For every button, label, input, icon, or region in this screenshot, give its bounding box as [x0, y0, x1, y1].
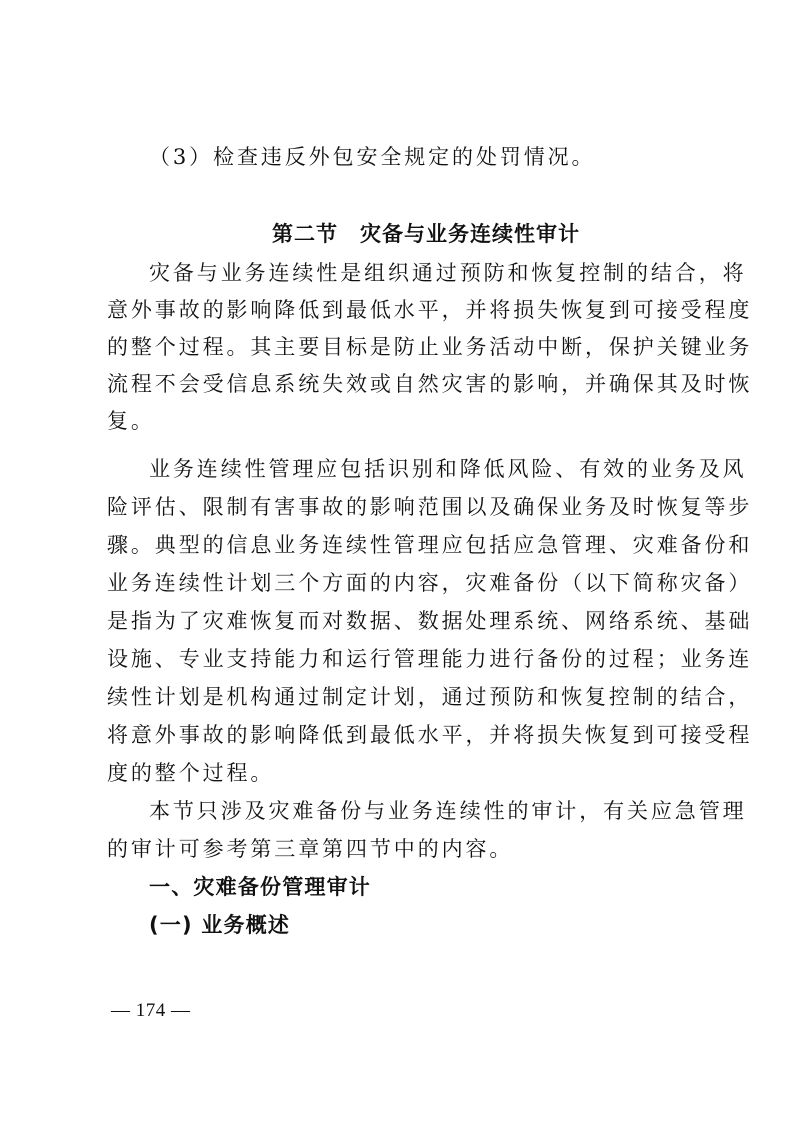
paragraph-line: 的整个过程。其主要目标是防止业务活动中断，保护关键业务 [107, 335, 753, 359]
paragraph-line: 的审计可参考第三章第四节中的内容。 [107, 837, 514, 861]
heading-level-2: (一) 业务概述 [149, 913, 291, 937]
paragraph-line: 业务连续性管理应包括识别和降低风险、有效的业务及风 [149, 457, 747, 481]
paragraph-line: 复。 [107, 409, 155, 433]
page-number: — 174 — [111, 1000, 191, 1021]
paragraph-line: 将意外事故的影响降低到最低水平，并将损失恢复到可接受程 [107, 723, 753, 747]
paragraph-line: 灾备与业务连续性是组织通过预防和恢复控制的结合，将 [149, 261, 747, 285]
section-heading [272, 220, 580, 248]
paragraph-line: 业务连续性计划三个方面的内容，灾难备份（以下简称灾备） [107, 571, 753, 595]
section-number: 第二节 [272, 222, 338, 246]
paragraph-line: 度的整个过程。 [107, 761, 275, 785]
paragraph-line: 本节只涉及灾难备份与业务连续性的审计，有关应急管理 [149, 799, 747, 823]
section-title: 灾备与业务连续性审计 [360, 222, 580, 246]
paragraph-line: 流程不会受信息系统失效或自然灾害的影响，并确保其及时恢 [107, 372, 753, 396]
paragraph-line: 设施、专业支持能力和运行管理能力进行备份的过程；业务连 [107, 647, 753, 671]
paragraph-line: 险评估、限制有害事故的影响范围以及确保业务及时恢复等步 [107, 495, 753, 519]
paragraph-line: 骤。典型的信息业务连续性管理应包括应急管理、灾难备份和 [107, 533, 753, 557]
paragraph-line: 意外事故的影响降低到最低水平，并将损失恢复到可接受程度 [107, 298, 753, 322]
paragraph-line: 续性计划是机构通过制定计划，通过预防和恢复控制的结合， [107, 685, 753, 709]
opening-item: （3）检查违反外包安全规定的处罚情况。 [149, 145, 596, 169]
paragraph-line: 是指为了灾难恢复而对数据、数据处理系统、网络系统、基础 [107, 609, 753, 633]
heading-level-1: 一、灾难备份管理审计 [149, 875, 371, 899]
